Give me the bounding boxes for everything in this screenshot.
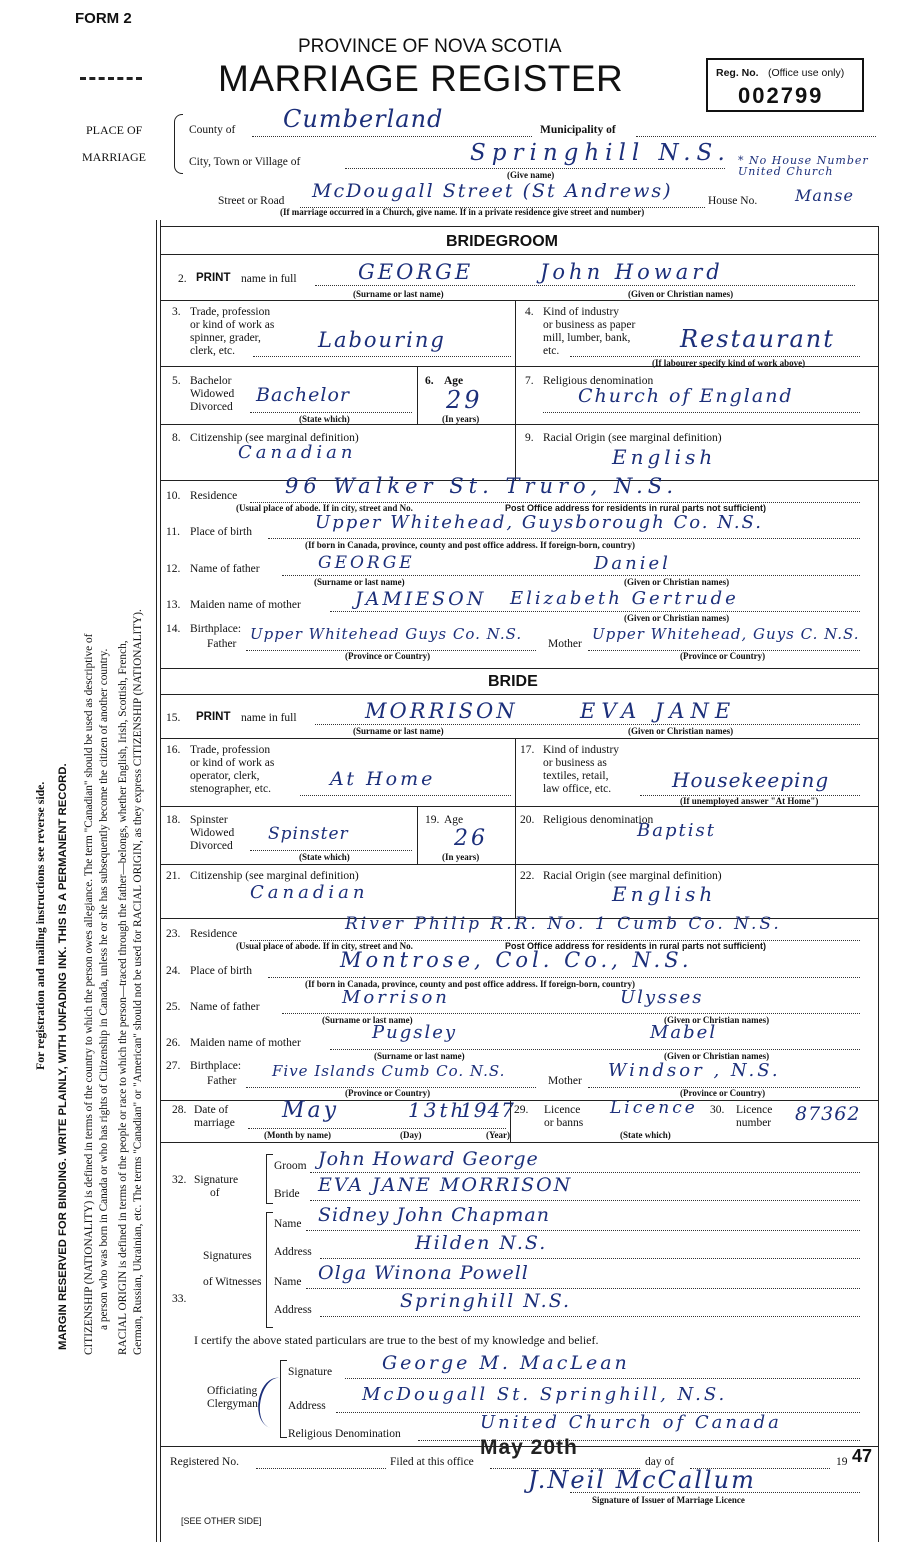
groom-trade-label-3: spinner, grader, [190,332,261,344]
groom-racial-label: Racial Origin (see marginal definition) [543,432,722,444]
bride-status-line [250,850,412,851]
bride-status-label-3: Divorced [190,840,233,852]
licence-no-label-1: Licence [736,1104,773,1116]
province-heading: PROVINCE OF NOVA SCOTIA [298,36,562,57]
house-value: Manse [795,186,854,205]
groom-n8: 8. [172,432,181,444]
groom-birthplace-mother: Mother [548,638,582,650]
groom-status-value: Bachelor [256,384,351,406]
certify-statement: I certify the above stated particulars are true to the best of my knowledge and belief. [194,1333,599,1347]
bride-trade-value: At Home [330,768,436,790]
bride-birth-value: Montrose, Col. Co., N.S. [340,948,693,972]
groom-fprov-note: (Province or Country) [345,651,431,661]
give-name-note: (Give name) [507,170,555,180]
year-note: (Year) [486,1130,510,1140]
groom-mprov-note: (Province or Country) [680,651,766,661]
bride-print-label: PRINT [196,711,231,723]
reg-label: Reg. No. [716,67,759,79]
bride-trade-label-3: operator, clerk, [190,770,260,782]
bride-citizenship-value: Canadian [250,882,369,903]
bride-bottom-line [160,1100,878,1101]
groom-mother-given-note: (Given or Christian names) [624,613,730,623]
wit-brace [266,1212,273,1328]
bride-religion-label: Religious denomination [543,814,654,826]
bride-line-b [160,806,878,807]
bride-industry-note: (If unemployed answer "At Home") [680,796,819,806]
off-signature: George M. MacLean [382,1352,630,1374]
groom-n12: 12. [166,563,181,575]
bride-status-label-2: Widowed [190,827,235,839]
bride-age-label: Age [444,814,464,826]
bride-birth-label: Place of birth [190,965,252,977]
bride-mother-given-note: (Given or Christian names) [664,1051,770,1061]
reg-office-note: (Office use only) [768,67,845,79]
bride-racial-value: English [612,882,717,906]
bride-n18: 18. [166,814,181,826]
groom-n5: 5. [172,375,181,387]
bride-racial-label: Racial Origin (see marginal definition) [543,870,722,882]
off-religion-label: Religious Denomination [288,1428,401,1440]
groom-n6: 6. [425,375,434,387]
groom-trade-label-2: or kind of work as [190,319,275,331]
off-address-label: Address [288,1400,326,1412]
groom-sig-label: Groom [274,1160,307,1172]
groom-mother-surname: JAMIESON [355,588,487,610]
form-left-border-inner [160,220,161,1542]
groom-mother-line [330,611,860,612]
month-note: (Month by name) [264,1130,331,1140]
groom-surname: GEORGE [358,260,474,284]
groom-born-note: (If born in Canada, province, county and post office address. If foreign-born, country) [305,540,636,550]
municipality-line [636,136,876,137]
issuer-label: Signature of Issuer of Marriage Licence [592,1495,745,1505]
groom-birth-label: Place of birth [190,526,252,538]
bride-n26: 26. [166,1037,181,1049]
bride-n24: 24. [166,965,181,977]
date-label-2: marriage [194,1117,235,1129]
groom-abode-note: (Usual place of abode. If in city, street and No. [236,503,413,513]
margin-line-3: CITIZENSHIP (NATIONALITY) is defined in terms of the country to which the person owes allegiance. The term "Canadian" should be used as descriptive of [83,633,95,1355]
off-sig-label: Signature [288,1366,333,1378]
groom-trade-line [253,356,511,357]
groom-head-line [160,254,878,255]
bride-line-a [160,738,878,739]
county-label: County of [189,124,236,136]
filed-date-stamp: May 20th [480,1436,578,1459]
see-other-side: [SEE OTHER SIDE] [181,1516,262,1526]
bride-n20: 20. [520,814,535,826]
day-of-label: day of [645,1456,675,1468]
bride-birthplace-father: Father [207,1075,237,1087]
bride-industry-label-3: textiles, retail, [543,770,609,782]
licence-no-label-2: number [736,1117,772,1129]
groom-residence-value: 96 Walker St. Truro, N.S. [285,474,679,498]
wit2-name-label: Name [274,1276,302,1288]
divider-28-29 [510,1100,511,1142]
municipality-label: Municipality of [540,124,616,136]
groom-father-surname-note: (Surname or last name) [314,577,405,587]
issuer-line [570,1492,860,1493]
bride-residence-value: River Philip R.R. No. 1 Cumb Co. N.S. [345,914,782,934]
bride-divider-19-20 [515,806,516,864]
groom-racial-value: English [612,445,717,469]
bridegroom-heading: BRIDEGROOM [446,233,558,250]
bride-age-value: 26 [454,826,488,851]
bride-mother-surname-note: (Surname or last name) [374,1051,465,1061]
bride-birthplace-label: Birthplace: [190,1060,242,1072]
registered-line [256,1468,386,1469]
bride-n16: 16. [166,744,181,756]
marriage-month: May [282,1098,340,1123]
sig-n32: 32. [172,1174,187,1186]
bride-po-note: Post Office address for residents in rural parts not sufficient) [505,941,767,951]
reg-box [706,58,864,112]
bride-birth-line [268,977,860,978]
bride-status-value: Spinster [268,824,349,844]
groom-divider-5-6 [417,366,418,424]
groom-residence-label: Residence [190,490,238,502]
bride-trade-label-2: or kind of work as [190,757,275,769]
street-label: Street or Road [218,195,285,207]
groom-religion-label: Religious denomination [543,375,654,387]
city-line [345,168,725,169]
form-right-border [878,226,879,1542]
bride-n25: 25. [166,1001,181,1013]
groom-status-label-1: Bachelor [190,375,232,387]
groom-n13: 13. [166,599,181,611]
bride-father-birth: Five Islands Cumb Co. N.S. [272,1062,506,1080]
groom-in-years: (In years) [442,414,480,424]
off-address: McDougall St. Springhill, N.S. [362,1384,728,1405]
bride-religion-value: Baptist [637,820,716,841]
groom-name-label: name in full [241,273,297,285]
bride-n15: 15. [166,712,181,724]
dash-mark [80,77,142,80]
groom-trade-label-4: clerk, etc. [190,345,236,357]
groom-n11: 11. [166,526,180,538]
bride-surname-note: (Surname or last name) [353,726,444,736]
groom-industry-label-3: mill, lumber, bank, [543,332,631,344]
groom-n10: 10. [166,490,181,502]
bride-fprov-note: (Province or Country) [345,1088,431,1098]
groom-industry-label-4: etc. [543,345,560,357]
groom-divider-6-7 [515,366,516,424]
city-label: City, Town or Village of [189,156,301,168]
groom-n9: 9. [525,432,534,444]
no-house-note: * No House Number United Church [738,154,869,178]
bride-given: EVA JANE [580,699,737,723]
groom-signature: John Howard George [318,1148,539,1170]
issuer-signature: J.Neil McCallum [528,1466,756,1494]
form-label: FORM 2 [75,10,132,27]
bride-sig-label: Bride [274,1188,300,1200]
groom-n14: 14. [166,623,181,635]
groom-father-line [282,575,860,576]
bride-n21: 21. [166,870,181,882]
groom-age-value: 29 [446,386,483,414]
groom-mother-label: Maiden name of mother [190,599,301,611]
off-scribble [250,1374,299,1433]
wit-n33: 33. [172,1293,187,1305]
off-label-1: Officiating [207,1385,258,1397]
sig-label-2: of [210,1187,220,1199]
marriage-bottom-line [160,1142,878,1143]
bride-status-label-1: Spinster [190,814,228,826]
page-title: MARRIAGE REGISTER [218,58,624,99]
groom-n7: 7. [525,375,534,387]
groom-n4: 4. [525,306,534,318]
groom-father-given: Daniel [594,553,671,574]
wit2-address-line [320,1316,860,1317]
bride-trade-label-1: Trade, profession [190,744,271,756]
groom-industry-label-1: Kind of industry [543,306,620,318]
bride-industry-label-4: law office, etc. [543,783,612,795]
bride-n19: 19. [425,814,440,826]
licence-label-1: Licence [544,1104,581,1116]
bride-birthplace-mother: Mother [548,1075,582,1087]
form-left-border-outer [156,220,157,1542]
bride-father-surname: Morrison [342,987,450,1008]
bride-n22: 22. [520,870,535,882]
bride-citizenship-label: Citizenship (see marginal definition) [190,870,359,882]
form-top-border [160,226,878,227]
groom-trade-value: Labouring [318,328,446,352]
place-brace [174,114,183,174]
marriage-label: MARRIAGE [82,150,147,164]
groom-age-label: Age [444,375,464,387]
bride-sig-line [310,1200,860,1201]
bride-trade-label-4: stenographer, etc. [190,783,271,795]
wit1-address: Hilden N.S. [415,1232,548,1254]
city-value: Springhill N.S. [470,140,731,166]
groom-birth-line [268,538,860,539]
groom-industry-line [570,356,860,357]
groom-status-line [250,412,412,413]
registered-label: Registered No. [170,1456,239,1468]
marriage-n29: 29. [514,1104,529,1116]
groom-birthplace-father: Father [207,638,237,650]
groom-trade-label-1: Trade, profession [190,306,271,318]
bride-trade-line [300,795,511,796]
bride-industry-label-1: Kind of industry [543,744,620,756]
bride-father-given-note: (Given or Christian names) [664,1015,770,1025]
bride-name-line [315,724,860,725]
groom-mother-birth: Upper Whitehead, Guys C. N.S. [592,625,860,643]
groom-father-given-note: (Given or Christian names) [624,577,730,587]
groom-divider-8-9 [515,424,516,480]
place-of-label: PLACE OF [86,123,143,137]
groom-given-note: (Given or Christian names) [628,289,734,299]
street-value: McDougall Street (St Andrews) [312,180,673,202]
groom-citizenship-label: Citizenship (see marginal definition) [190,432,359,444]
bride-given-note: (Given or Christian names) [628,726,734,736]
wit1-address-label: Address [274,1246,312,1258]
groom-divider-3-4 [515,300,516,366]
bride-mother-birth: Windsor , N.S. [608,1060,781,1081]
groom-line-a [160,300,878,301]
bride-mother-surname: Pugsley [372,1022,458,1043]
bride-mother-given: Mabel [650,1022,718,1043]
bride-heading: BRIDE [488,673,538,690]
margin-line-5: RACIAL ORIGIN is defined in terms of the people or race to which the person—traced through the father—belongs, whether English, Irish, Scottish, French, [117,640,129,1355]
groom-citizenship-value: Canadian [238,442,357,463]
bride-born-note: (If born in Canada, province, county and post office address. If foreign-born, country) [305,979,636,989]
wit1-name-line [306,1230,860,1231]
county-line [252,136,532,137]
wit1-address-line [320,1258,860,1259]
sig-label-1: Signature [194,1174,239,1186]
licence-label-2: or banns [544,1117,584,1129]
bride-line-c [160,864,878,865]
marriage-n30: 30. [710,1104,725,1116]
groom-n3: 3. [172,306,181,318]
groom-sig-line [310,1172,860,1173]
groom-status-label-2: Widowed [190,388,235,400]
groom-father-surname: GEORGE [318,553,415,573]
filed-year-stamp: 47 [852,1446,873,1466]
church-note: (If marriage occurred in a Church, give name. If in a private residence give street and number) [280,207,645,217]
bride-in-years: (In years) [442,852,480,862]
groom-name-line [315,285,855,286]
wit1-name-label: Name [274,1218,302,1230]
groom-surname-note: (Surname or last name) [353,289,444,299]
bride-n17: 17. [520,744,535,756]
off-religion: United Church of Canada [480,1412,782,1433]
groom-birth-value: Upper Whitehead, Guysborough Co. N.S. [315,512,763,533]
groom-father-label: Name of father [190,563,260,575]
marriage-year: 1947 [460,1098,515,1122]
bride-abode-note: (Usual place of abode. If in city, street and No. [236,941,413,951]
bride-surname: MORRISON [365,699,518,723]
bride-father-given: Ulysses [620,987,704,1008]
date-line [248,1128,506,1129]
groom-industry-value: Restaurant [680,325,835,353]
bride-father-line [282,1013,860,1014]
bride-signature: EVA JANE MORRISON [318,1174,573,1196]
off-sig-line [345,1378,860,1379]
bride-divider-18-19 [417,806,418,864]
groom-industry-label-2: or business as paper [543,319,636,331]
groom-birthplace-label: Birthplace: [190,623,242,635]
licence-number: 87362 [795,1103,861,1125]
bride-divider-21-22 [515,864,516,918]
sig-brace [266,1154,273,1204]
groom-bottom-line [160,668,878,669]
groom-print-label: PRINT [196,272,231,284]
groom-religion-value: Church of England [578,385,794,407]
groom-religion-line [543,412,860,413]
groom-mother-given: Elizabeth Gertrude [510,588,739,609]
margin-line-4: a person who was born in Canada or who has rights of Citizenship in Canada, unless he or she has subsequently become the citizen of another country. [98,648,110,1330]
marriage-n28: 28. [172,1104,187,1116]
groom-po-note: Post Office address for residents in rural parts not sufficient) [505,503,767,513]
groom-status-label-3: Divorced [190,401,233,413]
bride-mother-label: Maiden name of mother [190,1037,301,1049]
groom-line-b [160,366,878,367]
margin-line-2: MARGIN RESERVED FOR BINDING. WRITE PLAINLY, WITH UNFADING INK. THIS IS A PERMANENT RECORD. [57,763,69,1350]
groom-given: John Howard [540,260,724,284]
bride-head-line [160,694,878,695]
bride-industry-value: Housekeeping [672,768,830,792]
marriage-day: 13th [408,1098,467,1122]
groom-n2: 2. [178,273,187,285]
bride-name-label: name in full [241,712,297,724]
margin-line-6: German, Russian, Ukrainian, etc. The terms "Canadian" or "American" should not be used for RACIAL ORIGIN, as they express CITIZENSHIP (NATIONALITY). [132,609,144,1355]
wit2-address: Springhill N.S. [400,1290,572,1312]
wit-label-1: Signatures [203,1250,252,1262]
licence-value: Licence [610,1098,698,1118]
filed-label: Filed at this office [390,1456,474,1468]
wit2-name-line [306,1288,860,1289]
groom-father-birth: Upper Whitehead Guys Co. N.S. [250,625,523,643]
bride-state-which: (State which) [299,852,350,862]
year-prefix: 19 [836,1456,848,1468]
bride-industry-label-2: or business as [543,757,607,769]
county-value: Cumberland [283,105,444,133]
date-label-1: Date of [194,1104,229,1116]
day-note: (Day) [400,1130,422,1140]
bride-n23: 23. [166,928,181,940]
bride-n27: 27. [166,1060,181,1072]
reg-number: 002799 [738,83,824,108]
wit2-name: Olga Winona Powell [318,1262,529,1284]
wit-label-2: of Witnesses [203,1276,262,1288]
house-label: House No. [708,195,758,207]
groom-line-c [160,424,878,425]
bride-father-surname-note: (Surname or last name) [322,1015,413,1025]
bride-divider-16-17 [515,738,516,806]
bride-mother-line [330,1049,860,1050]
groom-industry-note: (If labourer specify kind of work above) [652,358,806,368]
margin-line-1: For registration and mailing instructions see reverse side. [33,781,47,1070]
bride-father-label: Name of father [190,1001,260,1013]
wit1-name: Sidney John Chapman [318,1204,550,1226]
bride-mprov-note: (Province or Country) [680,1088,766,1098]
groom-state-which: (State which) [299,414,350,424]
bride-residence-label: Residence [190,928,238,940]
wit2-address-label: Address [274,1304,312,1316]
licence-note: (State which) [620,1130,671,1140]
off-label-2: Clergyman [207,1398,258,1410]
